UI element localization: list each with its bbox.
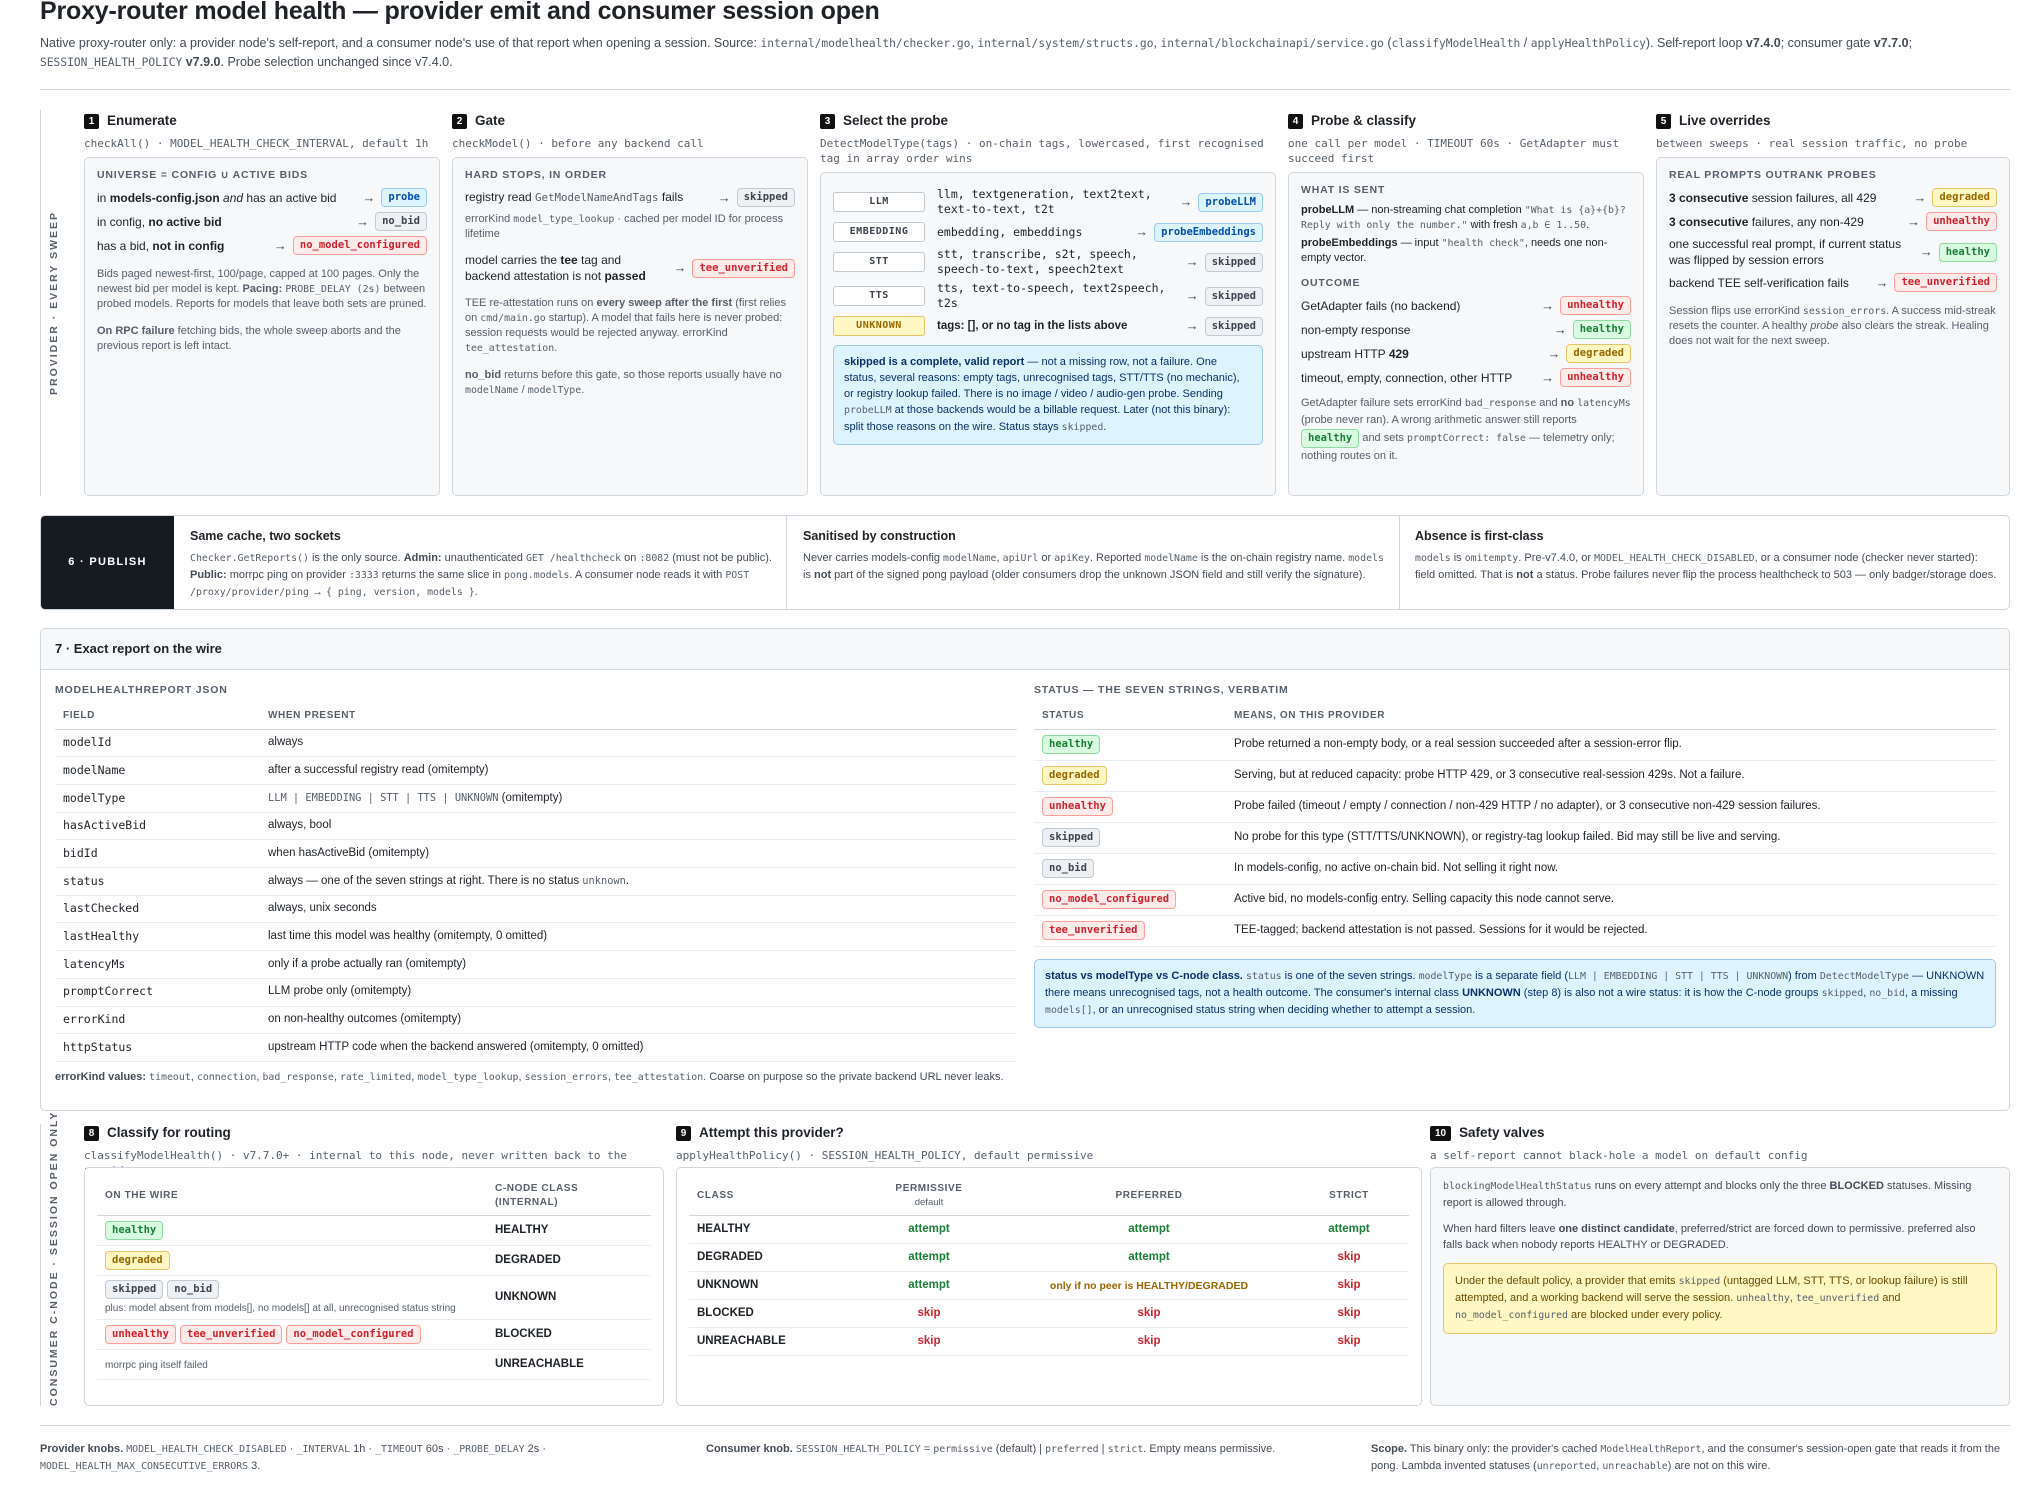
cnode-class: UNREACHABLE [487,1350,651,1380]
field-name: modelName [55,757,260,785]
table-row [1034,791,1996,822]
step-gate [452,112,808,151]
class-name: BLOCKED [689,1300,849,1328]
arrow-icon: → [273,237,287,253]
wire-title: 7 · Exact report on the wire [41,629,2009,670]
preferred-cell: only if no peer is HEALTHY/DEGRADED [1009,1272,1289,1300]
strict-cell: attempt [1289,1216,1409,1244]
safety-blocking: blockingModelHealthStatus runs on every attempt and blocks only the three BLOCKED statuses. Missing report is allowed through. [1443,1180,1972,1209]
step-number: 4 [1288,114,1303,129]
classify-card: ON THE WIRE C-NODE CLASS (INTERNAL) healthy HEALTHY degraded DEGRADED skipped no_bid plus: model absent from models[], no models[] at all, unrecognised status string UNKNOWN unhealthy tee_unverified no_model_configured BLOCKED morrpc ping itself failed UNREACHABLE [84,1167,664,1406]
field-name: errorKind [55,1006,260,1034]
table-row [55,951,1017,979]
step-select-probe [820,112,1276,166]
arrow-row [97,212,427,231]
publish-label: 6 · PUBLISH [41,516,174,609]
status-pill: no_model_configured [1042,890,1176,909]
field-when: LLM | EMBEDDING | STT | TTS | UNKNOWN (omitempty) [260,785,1017,813]
card-kicker: WHAT IS SENT [1301,184,1386,196]
status-pill: healthy [1042,735,1100,754]
model-type-tag: EMBEDDING [833,222,925,242]
footer-scope: Scope. This binary only: the provider's cached ModelHealthReport, and the consumer's session-open gate that reads it from the pong. Lambda invented statuses (unreported, unreachable) are not on this wire. [1371,1443,2001,1472]
status-meaning: Probe returned a non-empty body, or a real session succeeded after a session-error flip. [1226,729,1996,760]
live-overrides-card [1656,157,2010,496]
status-meaning: In models-config, no active on-chain bid. Not selling it right now. [1226,853,1996,884]
header-divider [40,89,2010,90]
status-pill: healthy [1939,243,1997,262]
arrow-row [1301,344,1631,363]
status-meaning: No probe for this type (STT/TTS/UNKNOWN), or registry-tag lookup failed. Bid may still be live and serving. [1226,822,1996,853]
row-label: in config, no active bid [97,214,222,229]
enumerate-rows [97,188,427,255]
step-number: 5 [1656,114,1671,129]
wire-report-section [40,628,2010,1111]
arrow-row [1669,212,1997,231]
field-name: status [55,868,260,896]
consumer-rail [40,1124,41,1406]
table-row [1034,760,1996,791]
arrow-row [1301,296,1631,315]
status-pill: probe [381,188,427,207]
field-name: hasActiveBid [55,812,260,840]
step-title: Attempt this provider? [699,1125,844,1140]
status-pill: no_model_configured [286,1325,420,1344]
arrow-icon: → [362,189,376,205]
publish-absence: Absence is first-class models is omitempty. Pre-v7.4.0, or MODEL_HEALTH_CHECK_DISABLED, or a consumer node (checker never started): field omitted. That is not a status. Probe failures never flip the process healthcheck to 503 — only badger/storage does. [1415,529,1997,581]
permissive-cell: skip [849,1328,1009,1356]
status-pill: skipped [105,1280,163,1299]
class-name: DEGRADED [689,1244,849,1272]
tag-list: tts, text-to-speech, text2speech, t2s [937,281,1166,310]
provider-rail [40,110,41,496]
status-pill: no_bid [375,212,427,231]
status-pill: unhealthy [1560,368,1631,387]
safety-card [1430,1167,2010,1406]
table-row [55,1034,1017,1062]
arrow-icon: → [673,260,687,276]
step-safety-valves [1430,1124,2010,1163]
arrow-icon: → [1541,297,1555,313]
table-row [55,895,1017,923]
probe-classify-card [1288,172,1644,496]
field-when: last time this model was healthy (omitempty, 0 omitted) [260,923,1017,951]
field-name: lastHealthy [55,923,260,951]
override-rows [1669,188,1997,292]
status-pill: probeEmbeddings [1154,223,1263,242]
page-subtitle: Native proxy-router only: a provider node's self-report, and a consumer node's use of that report when opening a session. Source: internal/modelhealth/checker.go, internal/system/structs.go, internal/blockchainapi/service.go (classifyModelHealth / applyHealthPolicy). Self-report loop v7.4.0; consumer gate v7.7.0; SESSION_HEALTH_POLICY v7.9.0. Probe selection unchanged since v7.4.0. [40,36,1913,69]
model-type-tag: STT [833,252,925,272]
field-name: httpStatus [55,1034,260,1062]
status-pill: tee_unverified [180,1325,283,1344]
step-subtitle: applyHealthPolicy() · SESSION_HEALTH_POLICY, default permissive [676,1149,1094,1162]
row-label: backend TEE self-verification fails [1669,275,1849,290]
table-row [97,1350,651,1380]
step-title: Safety valves [1459,1125,1545,1140]
table-row [689,1328,1409,1356]
field-when: always [260,729,1017,757]
enumerate-card [84,157,440,496]
table-row [689,1272,1409,1300]
preferred-cell: attempt [1009,1244,1289,1272]
row-label: has a bid, not in config [97,238,225,253]
cnode-class: HEALTHY [487,1216,651,1246]
arrow-row [97,188,427,207]
status-meaning: Active bid, no models-config entry. Selling capacity this node cannot serve. [1226,884,1996,915]
report-json-table: MODELHEALTHREPORT JSON FIELD WHEN PRESENT modelId always modelName after a successful registry read (omitempty) modelType LLM | EMBEDDING | STT | TTS | UNKNOWN (omitempty) hasActiveBid always, bool bidId when hasActiveBid (omitempty) status always — one of the seven strings at right. There is no status unknown. lastChecked always, unix seconds lastHealthy last time this model was healthy (omitempty, 0 omitted) latencyMs only if a probe actually ran (omitempty) promptCorrect LLM probe only (omitempty) errorKind on non-healthy outcomes (omitempty) httpStatus upstream HTTP code when the backend answered (omitempty, 0 omitted) errorKind values: timeout, connection, bad_response, rate_limited, model_type_lookup, session_errors, tee_attestation. Coarse on purpose so the private backend URL never leaks. [55,683,1017,1085]
arrow-icon: → [1553,321,1567,337]
probe-type-row [833,221,1263,243]
status-pill: tee_unverified [1042,921,1145,940]
table-row [55,1006,1017,1034]
field-when: when hasActiveBid (omitempty) [260,840,1017,868]
tag-list: embedding, embeddings [937,224,1083,239]
safety-default-note: Under the default policy, a provider that emits skipped (untagged LLM, STT, TTS, or lookup failure) is still attempted, and a working backend will serve the session. unhealthy, tee_unverified and no_model_configured are blocked under every policy. [1443,1263,1997,1334]
status-pill: healthy [1573,320,1631,339]
arrow-row [1301,368,1631,387]
class-name: UNREACHABLE [689,1328,849,1356]
status-pill: unhealthy [1926,212,1997,231]
field-when: always, bool [260,812,1017,840]
table-row [1034,729,1996,760]
status-pill: skipped [1042,828,1100,847]
permissive-cell: attempt [849,1272,1009,1300]
table-row [55,729,1017,757]
arrow-row [1669,236,1997,268]
cnode-class: DEGRADED [487,1246,651,1276]
select-probe-card [820,172,1276,496]
row-label: timeout, empty, connection, other HTTP [1301,370,1513,385]
table-row [55,757,1017,785]
field-when: always — one of the seven strings at right. There is no status unknown. [260,868,1017,896]
page-title: Proxy-router model health — provider emit and consumer session open [40,0,880,24]
step-subtitle: one call per model · TIMEOUT 60s · GetAdapter must succeed first [1288,137,1620,165]
step-title: Classify for routing [107,1125,231,1140]
status-meaning: Probe failed (timeout / empty / connection / non-429 HTTP / no adapter), or 3 consecutive non-429 session failures. [1226,791,1996,822]
field-when: after a successful registry read (omitempty) [260,757,1017,785]
field-name: modelType [55,785,260,813]
status-meaning: TEE-tagged; backend attestation is not passed. Sessions for it would be rejected. [1226,915,1996,946]
step-number: 9 [676,1126,691,1141]
table-row [97,1276,651,1320]
table-row [55,785,1017,813]
row-label: 3 consecutive failures, any non-429 [1669,214,1864,229]
errorkind-values: errorKind values: timeout, connection, bad_response, rate_limited, model_type_lookup, session_errors, tee_attestation. Coarse on purpose so the private backend URL never leaks. [55,1070,1004,1083]
step-subtitle: between sweeps · real session traffic, no probe [1656,137,1968,150]
table-row [55,868,1017,896]
arrow-icon: → [1185,318,1199,334]
gate-nobid-note: no_bid returns before this gate, so those reports usually have no modelName / modelType. [465,369,782,397]
table-row [1034,853,1996,884]
arrow-icon: → [1179,194,1193,210]
field-name: modelId [55,729,260,757]
cnode-class: BLOCKED [487,1320,651,1350]
probe-type-row [833,247,1263,277]
gate-tee-row: model carries the tee tag and backend attestation is not passed → tee_unverified [465,252,795,284]
table-row [689,1300,1409,1328]
status-pill: probeLLM [1198,193,1263,212]
publish-sanitised: Sanitised by construction Never carries models-config modelName, apiUrl or apiKey. Reported modelName is the on-chain registry name. models is not part of the signed pong payload (older consumers drop the unknown JSON field and still verify the signature). [803,529,1384,581]
table-row [689,1216,1409,1244]
cnode-class: UNKNOWN [487,1276,651,1320]
status-pill: tee_unverified [692,259,795,278]
arrow-icon: → [1541,369,1555,385]
field-when: LLM probe only (omitempty) [260,978,1017,1006]
gate-registry-note: errorKind model_type_lookup · cached per model ID for process lifetime [465,213,784,241]
step-enumerate [84,112,440,151]
row-label: non-empty response [1301,322,1411,337]
probe-llm-desc: probeLLM — non-streaming chat completion "What is {a}+{b}? Reply with only the number." with fresh a,b ∈ 1..50. [1301,204,1626,232]
table-row [1034,884,1996,915]
strict-cell: skip [1289,1272,1409,1300]
arrow-icon: → [356,213,370,229]
permissive-cell: attempt [849,1216,1009,1244]
probe-type-row [833,281,1263,311]
status-pill: healthy [105,1221,163,1240]
status-pill: unhealthy [105,1325,176,1344]
row-label: 3 consecutive session failures, all 429 [1669,190,1877,205]
status-pill: degraded [1566,344,1631,363]
publish-sockets: Same cache, two sockets Checker.GetReports() is the only source. Admin: unauthenticated GET /healthcheck on :8082 (must not be public). Public: morrpc ping on provider :3333 returns the same slice in pong.models. A consumer node reads it with POST /proxy/provider/ping → { ping, version, models }. [190,529,772,598]
arrow-icon: → [717,189,731,205]
step-title: Live overrides [1679,113,1771,128]
consumer-label: CONSUMER C-NODE · SESSION OPEN ONLY [48,1110,60,1406]
status-pill: skipped [1205,253,1263,272]
table-row [55,812,1017,840]
step-number: 2 [452,114,467,129]
row-note: plus: model absent from models[], no models[] at all, unrecognised status string [105,1302,456,1314]
status-vs-modeltype-note: status vs modelType vs C-node class. status is one of the seven strings. modelType is a separate field (LLM | EMBEDDING | STT | TTS | UNKNOWN) from DetectModelType — UNKNOWN there means unrecognised tags, not a health outcome. The consumer's internal class UNKNOWN (step 8) is also not a wire status: it is how the C-node groups skipped, no_bid, a missing models[], or an unrecognised status string when deciding whether to attempt a session. [1034,959,1996,1028]
arrow-row [1669,273,1997,292]
table-row [689,1244,1409,1272]
table-row [1034,822,1996,853]
class-name: HEALTHY [689,1216,849,1244]
tag-list: stt, transcribe, s2t, speech, speech-to-text, speech2text [937,247,1138,276]
model-type-tag: LLM [833,192,925,212]
row-label: one successful real prompt, if current status was flipped by session errors [1669,237,1902,268]
card-kicker: UNIVERSE = CONFIG ∪ ACTIVE BIDS [97,169,308,181]
step-title: Gate [475,113,506,128]
arrow-icon: → [1547,345,1561,361]
arrow-row [97,236,427,255]
step-subtitle: checkAll() · MODEL_HEALTH_CHECK_INTERVAL, default 1h [84,137,429,150]
skipped-note: skipped is a complete, valid report — not a missing row, not a failure. One status, several reasons: empty tags, unrecognised tags, STT/TTS (no mechanic), or registry lookup failed. There is no image / video / audio-gen probe. Sending probeLLM at those backends would be a billable request. Later (not this binary): split those reasons on the wire. Status stays skipped. [833,345,1263,445]
table-row [55,840,1017,868]
status-meaning: Serving, but at reduced capacity: probe HTTP 429, or 3 consecutive real-session 429s. Not a failure. [1226,760,1996,791]
card-kicker: OUTCOME [1301,277,1361,290]
probe-type-row [833,187,1263,217]
step-number: 8 [84,1126,99,1141]
field-name: bidId [55,840,260,868]
table-row [55,978,1017,1006]
status-pill: degraded [1042,766,1107,785]
tag-list: tags: [], or no tag in the lists above [937,319,1128,332]
class-name: UNKNOWN [689,1272,849,1300]
row-label: in models-config.json and has an active bid [97,190,337,205]
strict-cell: skip [1289,1300,1409,1328]
provider-label: PROVIDER · EVERY SWEEP [48,210,60,396]
step-probe-classify [1288,112,1644,166]
status-pill: degraded [1932,188,1997,207]
field-name: latencyMs [55,951,260,979]
outcome-note: GetAdapter failure sets errorKind bad_response and no latencyMs (probe never ran). A wrong arithmetic answer still reports healthy and sets promptCorrect: false — telemetry only; nothing routes on it. [1301,397,1631,463]
step-subtitle: classifyModelHealth() · v7.7.0+ · internal to this node, never written back to the [84,1149,628,1162]
table-row [97,1320,651,1350]
step-title: Select the probe [843,113,949,128]
probe-type-row [833,315,1263,337]
strict-cell: skip [1289,1244,1409,1272]
step-number: 3 [820,114,835,129]
status-pill: no_bid [167,1280,219,1299]
row-label: upstream HTTP 429 [1301,346,1409,361]
field-when: upstream HTTP code when the backend answered (omitempty, 0 omitted) [260,1034,1017,1062]
field-when: always, unix seconds [260,895,1017,923]
arrow-row [1669,188,1997,207]
override-note: Session flips use errorKind session_errors. A success mid-streak resets the counter. A healthy probe also clears the streak. Healing does not wait for the next sweep. [1669,305,1996,348]
field-when: only if a probe actually ran (omitempty) [260,951,1017,979]
status-pill: no_model_configured [293,236,427,255]
policy-card: CLASS PERMISSIVE default PREFERRED STRICT HEALTHY attempt attempt attempt DEGRADED attempt attempt skip UNKNOWN attempt only if no peer is HEALTHY/DEGRADED skip BLOCKED skip skip skip UNREACHABLE skip skip skip [676,1167,1422,1406]
table-row [97,1246,651,1276]
step-title: Probe & classify [1311,113,1417,128]
status-pill: no_bid [1042,859,1094,878]
enumerate-rpc-note: On RPC failure fetching bids, the whole sweep aborts and the previous report is left intact. [97,325,401,353]
strict-cell: skip [1289,1328,1409,1356]
model-type-tag: UNKNOWN [833,316,925,336]
status-pill: skipped [1205,287,1263,306]
arrow-icon: → [1919,244,1933,260]
status-pill: skipped [1205,317,1263,336]
field-name: promptCorrect [55,978,260,1006]
field-name: lastChecked [55,895,260,923]
field-when: on non-healthy outcomes (omitempty) [260,1006,1017,1034]
gate-tee-note: TEE re-attestation runs on every sweep after the first (first relies on cmd/main.go startup). A model that fails here is never probed: session requests would be rejected anyway. errorKind tee_attestation. [465,297,786,355]
preferred-cell: skip [1009,1300,1289,1328]
footer-provider-knobs: Provider knobs. MODEL_HEALTH_CHECK_DISABLED · _INTERVAL 1h · _TIMEOUT 60s · _PROBE_DELAY 2s · MODEL_HEALTH_MAX_CONSECUTIVE_ERRORS 3. [40,1443,546,1472]
gate-card [452,157,808,496]
model-type-tag: TTS [833,286,925,306]
publish-band [40,515,2010,610]
tag-list: llm, textgeneration, text2text, text-to-text, t2t [937,187,1152,216]
preferred-cell: attempt [1009,1216,1289,1244]
row-label: GetAdapter fails (no backend) [1301,298,1461,313]
page-header [40,0,2010,72]
card-kicker: HARD STOPS, IN ORDER [465,169,607,181]
permissive-cell: skip [849,1300,1009,1328]
arrow-row [1301,320,1631,339]
safety-fallback: When hard filters leave one distinct candidate, preferred/strict are forced down to permissive. preferred also falls back when nobody reports HEALTHY or DEGRADED. [1443,1223,1976,1251]
arrow-icon: → [1185,254,1199,270]
probe-embeddings-desc: probeEmbeddings — input "health check", needs one non-empty vector. [1301,237,1608,265]
status-pill: unhealthy [1560,296,1631,315]
table-row [55,923,1017,951]
permissive-cell: attempt [849,1244,1009,1272]
table-row [1034,915,1996,946]
status-pill: degraded [105,1251,170,1270]
table-row [97,1216,651,1246]
arrow-icon: → [1185,288,1199,304]
step-number: 1 [84,114,99,129]
step-subtitle: checkModel() · before any backend call [452,137,704,150]
outcome-rows [1301,296,1631,387]
step-attempt-provider [676,1124,1422,1163]
footer-consumer-knob: Consumer knob. SESSION_HEALTH_POLICY = permissive (default) | preferred | strict. Empty means permissive. [706,1443,1276,1455]
status-pill: unhealthy [1042,797,1113,816]
step-title: Enumerate [107,113,177,128]
arrow-icon: → [1913,189,1927,205]
gate-registry-row: registry read GetModelNameAndTags fails → skipped [465,188,795,207]
status-pill: skipped [737,188,795,207]
probe-type-rows [833,187,1263,337]
step-subtitle: a self-report cannot black-hole a model on default config [1430,1149,1808,1162]
arrow-icon: → [1135,224,1149,240]
status-pill: tee_unverified [1894,273,1997,292]
arrow-icon: → [1907,213,1921,229]
step-number: 10 [1430,1126,1451,1141]
footer-divider [40,1425,2010,1426]
row-note: morrpc ping itself failed [105,1360,208,1372]
arrow-icon: → [1875,274,1889,290]
card-kicker: REAL PROMPTS OUTRANK PROBES [1669,169,1877,181]
enumerate-note: Bids paged newest-first, 100/page, capped at 100 pages. Only the newest bid per model is kept. Pacing: PROBE_DELAY (2s) between probed models. Reports for models that leave both sets are pruned. [97,268,427,311]
step-subtitle: DetectModelType(tags) · on-chain tags, lowercased, first recognised tag in array order wins [820,137,1264,165]
step-live-overrides [1656,112,2010,151]
preferred-cell: skip [1009,1328,1289,1356]
status-table: STATUS — THE SEVEN STRINGS, VERBATIM STATUS MEANS, ON THIS PROVIDER healthy Probe returned a non-empty body, or a real session succeeded after a session-error flip. degraded Serving, but at reduced capacity: probe HTTP 429, or 3 consecutive real-session 429s. Not a failure. unhealthy Probe failed (timeout / empty / connection / non-429 HTTP / no adapter), or 3 consecutive non-429 session failures. skipped No probe for this type (STT/TTS/UNKNOWN), or registry-tag lookup failed. Bid may still be live and serving. no_bid In models-config, no active on-chain bid. Not selling it right now. no_model_configured Active bid, no models-config entry. Selling capacity this node cannot serve. tee_unverified TEE-tagged; backend attestation is not passed. Sessions for it would be rejected. status vs modelType vs C-node class. status is one of the seven strings. modelType is a separate field (LLM | EMBEDDING | STT | TTS | UNKNOWN) from DetectModelType — UNKNOWN there means unrecognised tags, not a health outcome. The consumer's internal class UNKNOWN (step 8) is also not a wire status: it is how the C-node groups skipped, no_bid, a missing models[], or an unrecognised status string when deciding whether to attempt a session. [1034,683,1996,1028]
